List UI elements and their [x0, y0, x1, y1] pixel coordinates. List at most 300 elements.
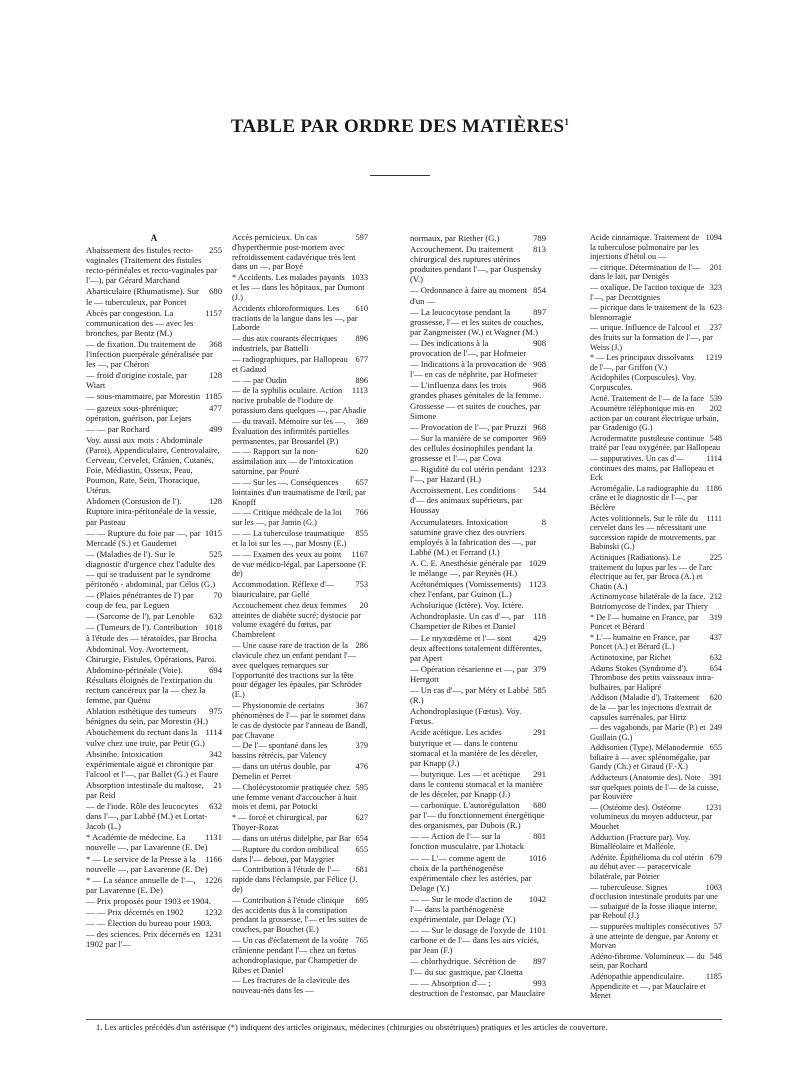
entry-text: — Contribution à l'étude de l'— rapide dans l'éclampsie, par Félice (J. de)	[232, 865, 358, 894]
entry-text: — Contribution à l'étude clinique des accidents dus à la constipation pendant la grossesse, l'— et les suites de couches, par Bouchet (E.)	[232, 895, 368, 935]
entry-page-number: 539	[709, 393, 722, 403]
index-entry	[86, 611, 222, 621]
entry-text: — butyrique. Les — et acétique dans le contenu stomacal et la manière de les déceler, par Knapp (J.)	[410, 768, 543, 799]
entry-page-number: 319	[709, 612, 722, 622]
entry-page-number: 695	[355, 895, 368, 905]
entry-text: — — Sur le mode d'action de l'— dans la parthénogenèse expérimentale, par Delage (Y.)	[410, 893, 516, 925]
index-entry	[590, 263, 722, 282]
entry-text: — (Sarcome de l'), par Lenoble	[86, 611, 195, 622]
entry-text: normaux, par Riether (G.)	[410, 233, 500, 243]
entry-page-number: 369	[355, 416, 368, 426]
entry-page-number: 1063	[705, 882, 722, 892]
entry-text: — — Action de l'— sur la fonction musculaire, par Lhotack	[410, 831, 525, 852]
index-column-2	[232, 233, 368, 997]
entry-page-number: 623	[709, 303, 722, 313]
entry-page-number: 897	[533, 956, 546, 967]
entry-page-number: 1166	[205, 853, 222, 864]
entry-page-number: 632	[709, 652, 722, 662]
index-entry	[232, 478, 368, 507]
index-entry	[590, 484, 722, 513]
entry-text: Accumulateurs. Intoxication saturnine grave chez des ouvriers employés à la fabrication des —, par Labbé (M.) et Ferrand (J.)	[410, 516, 537, 557]
index-entry	[86, 918, 222, 928]
entry-text: — de fixation. Du traitement de l'infection puerpérale généralisée par les —, par Chéron	[86, 338, 213, 370]
entry-text: — Rigidité du col utérin pendant l'—, par Hazard (H.)	[410, 464, 524, 485]
entry-text: Voy. aussi aux mots : Abdominale (Paroi), Appendiculaire, Centrovalaire, Cerveau, Cervelet, Crânien, Cutanés, Foie, Médiastin, Osseux, Peau, Poumon, Rate, Sein, Thoracique, Utérus.	[86, 434, 220, 496]
entry-page-number: 8	[541, 516, 546, 527]
index-entry	[410, 611, 546, 631]
index-entry	[86, 780, 222, 800]
entry-page-number: 896	[355, 375, 368, 385]
index-entry	[590, 633, 722, 652]
entry-page-number: 597	[355, 233, 368, 242]
index-entry	[86, 727, 222, 747]
index-entry	[86, 801, 222, 831]
entry-page-number: 753	[355, 580, 368, 590]
index-entry	[232, 529, 368, 549]
index-entry	[86, 496, 222, 526]
index-entry	[232, 601, 368, 640]
entry-page-number: 789	[533, 233, 546, 243]
index-entry	[410, 359, 546, 379]
index-entry	[590, 773, 722, 802]
entry-page-number: 20	[359, 600, 368, 610]
index-entry	[590, 833, 722, 852]
index-entry	[86, 896, 222, 906]
entry-page-number: 627	[355, 813, 368, 823]
entry-text: Acétonémiques (Vomissements) chez l'enfant, par Guinon (L.)	[410, 579, 521, 600]
index-entry	[590, 723, 722, 742]
entry-page-number: 499	[209, 423, 222, 434]
index-entry	[410, 956, 546, 976]
entry-page-number: 1219	[705, 353, 722, 363]
entry-page-number: 544	[533, 485, 546, 496]
entry-page-number: 1094	[705, 233, 722, 242]
entry-page-number: 118	[533, 611, 546, 622]
entry-text: Abcès par congestion. La communication des — avec les bronches, par Bentz (M.)	[86, 307, 194, 338]
entry-page-number: 908	[533, 337, 546, 348]
entry-text: Acide cinnamique. Traitement de la tuberculose pulmonaire par les injections d'hétol ou —	[590, 233, 700, 262]
index-entry	[590, 323, 722, 352]
entries-col2	[232, 233, 368, 996]
index-entry	[86, 549, 222, 589]
section-letter: A	[150, 233, 158, 243]
entry-page-number: 21	[213, 779, 222, 790]
entry-page-number: 379	[533, 663, 546, 674]
entry-text: — Une cause rare de traction de la clavicule chez un enfant pendant l'— avec quelques remarques sur l'opportunité des tractions sur la tête pour dégager les épaules, par Schröder (E.)	[232, 641, 362, 700]
entry-text: — picrique dans le traitement de la blennorragie	[590, 303, 706, 322]
entry-text: * — forcé et chirurgical, par Thoyer-Rozat	[232, 813, 328, 833]
entry-text: — de la syphilis oculaire. Action nocive probable de l'iodure de potassium dans quelques —, par Abadie	[232, 386, 367, 416]
entry-page-number: 897	[533, 306, 546, 317]
entry-text: — — par Oudin	[232, 375, 287, 385]
index-entry	[410, 706, 546, 726]
entry-page-number: 1226	[204, 874, 222, 885]
index-entry	[86, 286, 222, 306]
entry-text: — dans un utérus double, par Demelin et Perret	[232, 762, 331, 781]
entry-text: — Ordonnance à faire au moment d'un —	[410, 285, 528, 306]
entry-text: Abdominal. Voy. Avortement, Chirurgie, Fistules, Opérations, Paroi.	[86, 643, 217, 664]
entry-text: — de l'iode. Rôle des leucocytes dans l'—, par Labbé (M.) et Lortat-Jacob (L.)	[86, 801, 208, 832]
entry-text: * — La séance annuelle de l'—, par Lavarenne (E. De)	[86, 874, 196, 895]
entry-page-number: 1167	[351, 549, 368, 559]
entry-page-number: 908	[533, 359, 546, 370]
entry-page-number: 548	[709, 433, 722, 443]
index-entry	[410, 285, 546, 305]
entry-text: Accès pernicieux. Un cas d'hyperthermie post-mortem avec refroidissement cadavérique très lent dans un —, par Boyé	[232, 233, 356, 272]
entry-page-number: 391	[709, 773, 722, 783]
entry-text: — du travail. Mémoire sur les —. Évaluation des infirmités partielles permanentes, par Brouardel (P.)	[232, 416, 349, 446]
entry-text: Accommodation. Réflexe d'— biauriculaire, par Gellé	[232, 580, 335, 599]
index-entry	[232, 417, 368, 446]
entry-page-number: 655	[709, 743, 722, 753]
entry-page-number: 128	[209, 370, 222, 381]
entry-text: Actinomycose bilatérale de la face. Botriomycose de l'index, par Thiery	[590, 592, 708, 611]
entries-col3	[410, 233, 546, 998]
index-entry	[410, 433, 546, 463]
entry-page-number: 855	[355, 529, 368, 539]
index-entry	[410, 685, 546, 705]
entry-text: — (Plaies pénétrantes de l') par coup de feu, par Leguen	[86, 590, 194, 611]
entry-text: — Les fractures de la clavicule des nouveau-nés dans les —	[232, 976, 350, 996]
entry-page-number: 993	[533, 977, 546, 988]
entry-page-number: 367	[355, 701, 368, 711]
index-entry	[410, 338, 546, 358]
index-entry	[86, 907, 222, 917]
index-entry	[410, 894, 546, 924]
entry-page-number: 128	[209, 496, 222, 507]
index-entry	[86, 706, 222, 726]
entry-page-number: 437	[709, 632, 722, 642]
entry-text: * De l'— humaine en France, par Poncet et Bérard	[590, 612, 699, 632]
entry-text: — — Prix décernés en 1902	[86, 907, 184, 917]
title-footnote-mark: 1	[564, 117, 570, 127]
entry-page-number: 1123	[529, 579, 546, 590]
index-entry	[232, 834, 368, 844]
entry-text: Accidents chloroformiques. Les tractions de la langue dans les —, par Laborde	[232, 303, 358, 333]
index-entry	[232, 896, 368, 935]
entry-text: — gazeux sous-phrénique; opération, guérison, par Lejars	[86, 402, 192, 423]
index-entry	[590, 972, 722, 1001]
entry-page-number: 813	[533, 244, 546, 255]
index-entry	[410, 600, 546, 610]
entry-text: — (Tumeurs de l'). Contribution à l'étude des — tératoïdes, par Brocha	[86, 622, 217, 643]
entry-text: — — Examen des yeux au point de vue médico-légal, par Lapersonne (F. de)	[232, 549, 367, 579]
entry-page-number: 1042	[528, 893, 546, 904]
entry-text: Abdomino-périnéale (Voie). Résultats éloignés de l'extirpation du rectum cancéreux par la — chez la femme, par Quénu	[86, 664, 213, 706]
index-entry	[590, 693, 722, 722]
entry-text: — — Absorption d'— ; destruction de l'estomac, par Mauclaire	[410, 977, 545, 998]
entry-text: Adénite. Épithélioma du col utérin au début avec — paracervicale bilatérale, par Poirier	[590, 852, 704, 881]
entry-page-number: 632	[209, 611, 222, 622]
entry-page-number: 1113	[351, 386, 368, 396]
entry-text: — — Sur le dosage de l'oxyde de carbone et de l'— dans les airs viciés, par Jean (F.)	[410, 925, 539, 956]
index-entry	[232, 334, 368, 354]
index-entry	[410, 769, 546, 799]
entry-page-number: 477	[209, 402, 222, 413]
entry-text: — Un cas d'—, par Méry et Labbé (R.)	[410, 685, 529, 706]
entry-text: — chlorhydrique. Sécrétion de l'— du suc gastrique, par Cloetta	[410, 956, 523, 977]
entry-page-number: 654	[355, 833, 368, 843]
entry-page-number: 548	[709, 951, 722, 961]
entry-page-number: 632	[209, 801, 222, 812]
entry-page-number: 225	[709, 553, 722, 562]
index-entry	[232, 762, 368, 782]
entry-page-number: 969	[533, 432, 546, 443]
entry-text: Acromégalie. La radiographie du crâne et le diagnostic de l'—, par Béclère	[590, 483, 699, 513]
entry-page-number: 525	[209, 548, 222, 559]
index-entry	[232, 641, 368, 700]
entry-page-number: 368	[209, 338, 222, 349]
entry-text: * Académie de médecine. La nouvelle —, par Lavarenne (E. De)	[86, 832, 208, 853]
entry-text: — Prix proposés pour 1903 et 1904.	[86, 895, 211, 906]
entry-text: — citrique. Détermination de l'— dans le lait, par Denigès	[590, 262, 701, 282]
entry-page-number: 323	[709, 282, 722, 292]
index-entry	[86, 665, 222, 705]
entry-text: — des sciences. Prix décernés en 1902 par l'—	[86, 929, 201, 950]
entry-page-number: 620	[709, 693, 722, 703]
index-column-4	[590, 233, 722, 1002]
footnote-rule	[86, 1019, 722, 1020]
entry-page-number: 1111	[706, 513, 722, 523]
entry-text: — des vagabonds, par Marie (P.) et Guillain (G.)	[590, 723, 706, 742]
entry-page-number: 212	[709, 592, 722, 602]
entry-text: — Cholécystotomie pratiquée chez une femme venant d'accoucher à huit mois et demi, par Potocki	[232, 782, 357, 812]
entry-text: Acidophiles (Corpuscules). Voy. Corpuscules.	[590, 373, 697, 392]
index-entry	[232, 976, 368, 996]
entry-text: Ablation esthétique des tumeurs bénignes du sein, par Morestin (H.)	[86, 706, 208, 727]
index-entry	[590, 434, 722, 453]
entry-text: Adducteurs (Anatomie des). Note sur quelques points de l'— de la cuisse, par Rouvière	[590, 773, 719, 802]
entry-text: — radiographiques, par Hallopeau et Gadaud	[232, 354, 348, 374]
entry-text: Absinthe. Intoxication expérimentale aiguë et chronique par l'alcool et l'—, par Ballet (G.) et Faure	[86, 748, 219, 779]
index-entry	[590, 373, 722, 392]
entry-page-number: 620	[355, 447, 368, 457]
index-entry	[410, 579, 546, 599]
entry-page-number: 291	[533, 727, 546, 738]
entry-text: — Opération césarienne et —, par Herrgott	[410, 663, 528, 684]
entry-page-number: 679	[709, 852, 722, 862]
index-entry	[232, 580, 368, 600]
entry-page-number: 1231	[204, 929, 222, 940]
entry-text: Acné. Traitement de l'— de la face	[590, 393, 705, 403]
entry-text: — urique. Influence de l'alcool et des fruits sur la formation de l'—, par Weiss (J.)	[590, 323, 713, 352]
entry-page-number: 291	[533, 768, 546, 779]
index-entry	[590, 952, 722, 971]
entry-page-number: 680	[209, 286, 222, 297]
index-entry	[590, 283, 722, 302]
index-entry	[590, 394, 722, 404]
entry-text: — Rupture du cordon ombilical dans l'— debout, par Maygrier	[232, 844, 339, 864]
index-entry	[410, 464, 546, 484]
entry-text: * — Le service de la Presse à la nouvelle —, par Lavarenne (E. De)	[86, 853, 208, 874]
entry-text: — (Maladies de l'). Sur le diagnostic d'urgence chez l'adulte des — qui se traduisent par le syndrome péritonéo - abdominal, par Célos (G.)	[86, 548, 216, 590]
index-entry	[590, 553, 722, 591]
entry-page-number: 585	[533, 685, 546, 696]
index-entry	[86, 929, 222, 949]
entry-page-number: 896	[355, 334, 368, 344]
entry-text: Abouchement du rectum dans la vulve chez une truie, par Petit (G.)	[86, 727, 205, 748]
entry-text: — Sur la manière de se comporter des cellules éosinophiles pendant la grossesse et l'—, par Cova	[410, 432, 533, 463]
entry-page-number: 237	[709, 323, 722, 333]
entry-page-number: 1018	[204, 622, 222, 633]
index-entry	[590, 404, 722, 433]
index-entry	[590, 613, 722, 632]
index-entry	[86, 528, 222, 548]
entry-text: — — La tuberculose traumatique et la loi sur les —, par Mosny (E.)	[232, 529, 347, 548]
entry-text: — sous-mammaire, par Morestin	[86, 391, 201, 402]
index-entry	[86, 424, 222, 434]
index-entry	[590, 922, 722, 951]
index-entry	[590, 653, 722, 663]
entry-text: — De l'— spontané dans les bassins rétrécis, par Valency	[232, 741, 328, 761]
entry-page-number: 1231	[705, 802, 722, 812]
entry-page-number: 57	[713, 921, 722, 931]
index-entry	[232, 447, 368, 476]
index-entry	[86, 391, 222, 401]
entry-text: Accouchement. Du traitement chirurgical des ruptures utérines produites pendant l'—, par Ouspensky (V.)	[410, 244, 542, 285]
index-entry	[410, 727, 546, 767]
index-entry	[86, 875, 222, 895]
entry-page-number: 655	[355, 844, 368, 854]
index-entry	[232, 865, 368, 894]
entry-page-number: 1131	[205, 832, 222, 843]
entry-text: — Des indications à la provocation de l'—, par Hofmeier	[410, 337, 527, 359]
index-entry	[232, 273, 368, 302]
index-entry	[232, 304, 368, 333]
index-entry	[590, 514, 722, 552]
entry-text: Acoumètre téléphonique mis en action par un courant électrique urbain, par Gradenigo (G.)	[590, 404, 719, 433]
index-entry	[410, 831, 546, 851]
index-entry	[86, 435, 222, 496]
entry-text: — — Élection du bureau pour 1903.	[86, 918, 212, 929]
entry-text: — Indications à la provocation de l'— en cas de néphrite, par Hofmeier	[410, 359, 537, 380]
entry-text: Actes volitionnels. Sur le rôle du cervelet dans les — nécessitant une succession rapide de mouvements, par Babinski (G.)	[590, 513, 716, 552]
entry-text: Abdomen (Contusion de l'). Rupture intra-péritonéale de la vessie, par Pasteau	[86, 496, 217, 527]
index-entry	[410, 664, 546, 684]
entry-page-number: 202	[709, 404, 722, 414]
entry-text: — — Critique médicale de la loi sur les —, par Jamin (G.)	[232, 508, 342, 528]
entry-text: Absorption intestinale du maltose, par Reid	[86, 779, 204, 800]
entry-page-number: 1029	[528, 557, 546, 568]
entry-text: — dans un utérus didelphe, par Bar	[232, 833, 351, 843]
index-entry	[590, 303, 722, 322]
entry-text: * Accidents. Les malades payants et les — dans les hôpitaux, par Dumont (J.)	[232, 273, 365, 302]
entry-text: Acide acétique. Les acides butyrique et — dans le contenu stomacal et la manière de les déceler, par Knapp (J.)	[410, 727, 538, 768]
entry-text: Adams Stokes (Syndrome d'). Thrombose des petits vaisseaux intra-bulbaires, par Halipré	[590, 663, 714, 692]
index-entry	[232, 741, 368, 761]
entries-col4	[590, 233, 722, 1001]
index-entry	[232, 355, 368, 375]
index-entry	[590, 803, 722, 832]
index-entry	[86, 749, 222, 779]
index-entry	[86, 644, 222, 664]
entry-page-number: 681	[355, 865, 368, 875]
index-entry	[590, 664, 722, 693]
index-entry	[86, 590, 222, 610]
entry-page-number: 255	[209, 245, 222, 256]
entry-page-number: 801	[533, 831, 546, 842]
index-entry	[410, 485, 546, 515]
entry-text: — Physionomie de certains phénomènes de l'— par le sommet dans le cas de dystocie par l'anneau de Bandl, par Chavane	[232, 701, 368, 740]
entry-page-number: 1185	[705, 971, 722, 981]
entry-text: — suppuratives. Un cas d'— continues des mains, par Hallopeau et Eck	[590, 454, 715, 483]
index-entry	[590, 592, 722, 611]
entry-page-number: 70	[213, 590, 222, 601]
entry-text: — — Rapport sur la non-assimilation aux — de l'intoxication saturnine, par Pouré	[232, 447, 354, 477]
index-entry	[410, 558, 546, 578]
entry-text: — suppurées multiples consécutives à une atteinte de dengue, par Antony et Morvan	[590, 921, 718, 951]
entry-text: — L'influenza dans les trois grandes phases génitales de la femme. Grossesse — et suites de couches, par Simone	[410, 380, 542, 421]
index-entry	[410, 307, 546, 337]
entry-text: Achondroplasique (Fœtus). Voy. Fœtus.	[410, 706, 522, 727]
index-entry	[86, 245, 222, 285]
entry-page-number: 766	[355, 508, 368, 518]
index-entry	[410, 422, 546, 432]
entry-page-number: 968	[533, 421, 546, 432]
entry-page-number: 975	[209, 706, 222, 717]
entry-page-number: 201	[709, 262, 722, 272]
index-entry	[232, 508, 368, 528]
entry-page-number: 610	[355, 303, 368, 313]
entry-text: Adénopathie appendiculaire. Appendicite et —, par Mauclaire et Menet	[590, 971, 706, 1001]
index-entry	[410, 925, 546, 955]
index-entry	[232, 376, 368, 386]
index-entry	[232, 936, 368, 975]
index-entry	[232, 233, 368, 272]
entry-text: A. C. E. Anesthésie générale par le mélange —, par Reynès (H.)	[410, 557, 522, 578]
entry-text: Actinotoxine, par Richet	[590, 652, 671, 662]
entry-page-number: 1016	[528, 852, 546, 863]
page-title: TABLE PAR ORDRE DES MATIÈRES$^1$	[230, 116, 570, 137]
index-entry	[232, 701, 368, 740]
entry-text: — carbonique. L'autorégulation par l'— du fonctionnement énergétique des organismes, par Dubois (R.)	[410, 800, 545, 831]
entry-text: — Le myxœdème et l'— sont deux affections totalement différentes, par Apert	[410, 632, 542, 663]
index-entry	[86, 339, 222, 369]
entry-text: Actiniques (Radiations). Le traitement du lupus par les — de l'arc électrique au fer, par Broca (A.) et Chatin (A.)	[590, 553, 713, 591]
entry-text: — oxalique. De l'action toxique de l'—, par Decottignies	[590, 282, 705, 302]
entry-page-number: 677	[355, 354, 368, 364]
entry-text: Acrodermatite pustuleuse continue traité par l'eau oxygénée, par Hallopeau	[590, 433, 721, 453]
entry-page-number: 1114	[205, 727, 222, 738]
entries-col1	[86, 245, 222, 949]
index-entry	[410, 800, 546, 830]
entry-text: Accouchement chez deux femmes atteintes de diabète sucré; dystocie par volume exagéré du fœtus, par Chambrelent	[232, 600, 362, 640]
index-entry	[590, 743, 722, 772]
index-entry	[86, 370, 222, 390]
entry-text: — — Rupture du foie par —, par Mercadé (S.) et Gaudemet	[86, 527, 201, 548]
index-entry	[86, 403, 222, 423]
index-entry	[86, 622, 222, 642]
entry-page-number: 1185	[205, 391, 222, 402]
entry-page-number: 342	[209, 748, 222, 759]
entry-page-number: 1015	[204, 527, 222, 538]
index-entry	[410, 244, 546, 284]
entry-text: — (Ostéome des). Ostéome volumineux du moyen adducteur, par Mouchet	[590, 802, 713, 832]
entry-text: — — par Rochard	[86, 423, 150, 434]
entry-text: Abarticulaire (Rhumatisme). Sur le — tuberculeux, par Poncet	[86, 286, 199, 307]
index-entry	[86, 832, 222, 852]
index-entry	[590, 233, 722, 262]
index-entry	[232, 386, 368, 415]
entry-text: — Un cas d'éclatement de la voûte crânienne pendant l'— chez un fœtus achondroplasique, par Champetier de Ribes et Daniel	[232, 936, 358, 975]
index-entry	[232, 813, 368, 833]
entry-page-number: 657	[355, 477, 368, 487]
entry-page-number: 968	[533, 380, 546, 391]
entry-text: — La leucocytose pendant la grossesse, l'— et les suites de couches, par Zangmeister (W.) et Wagner (M.)	[410, 306, 544, 337]
index-entry	[590, 454, 722, 483]
entry-page-number: 286	[355, 641, 368, 651]
entry-page-number: 595	[355, 782, 368, 792]
